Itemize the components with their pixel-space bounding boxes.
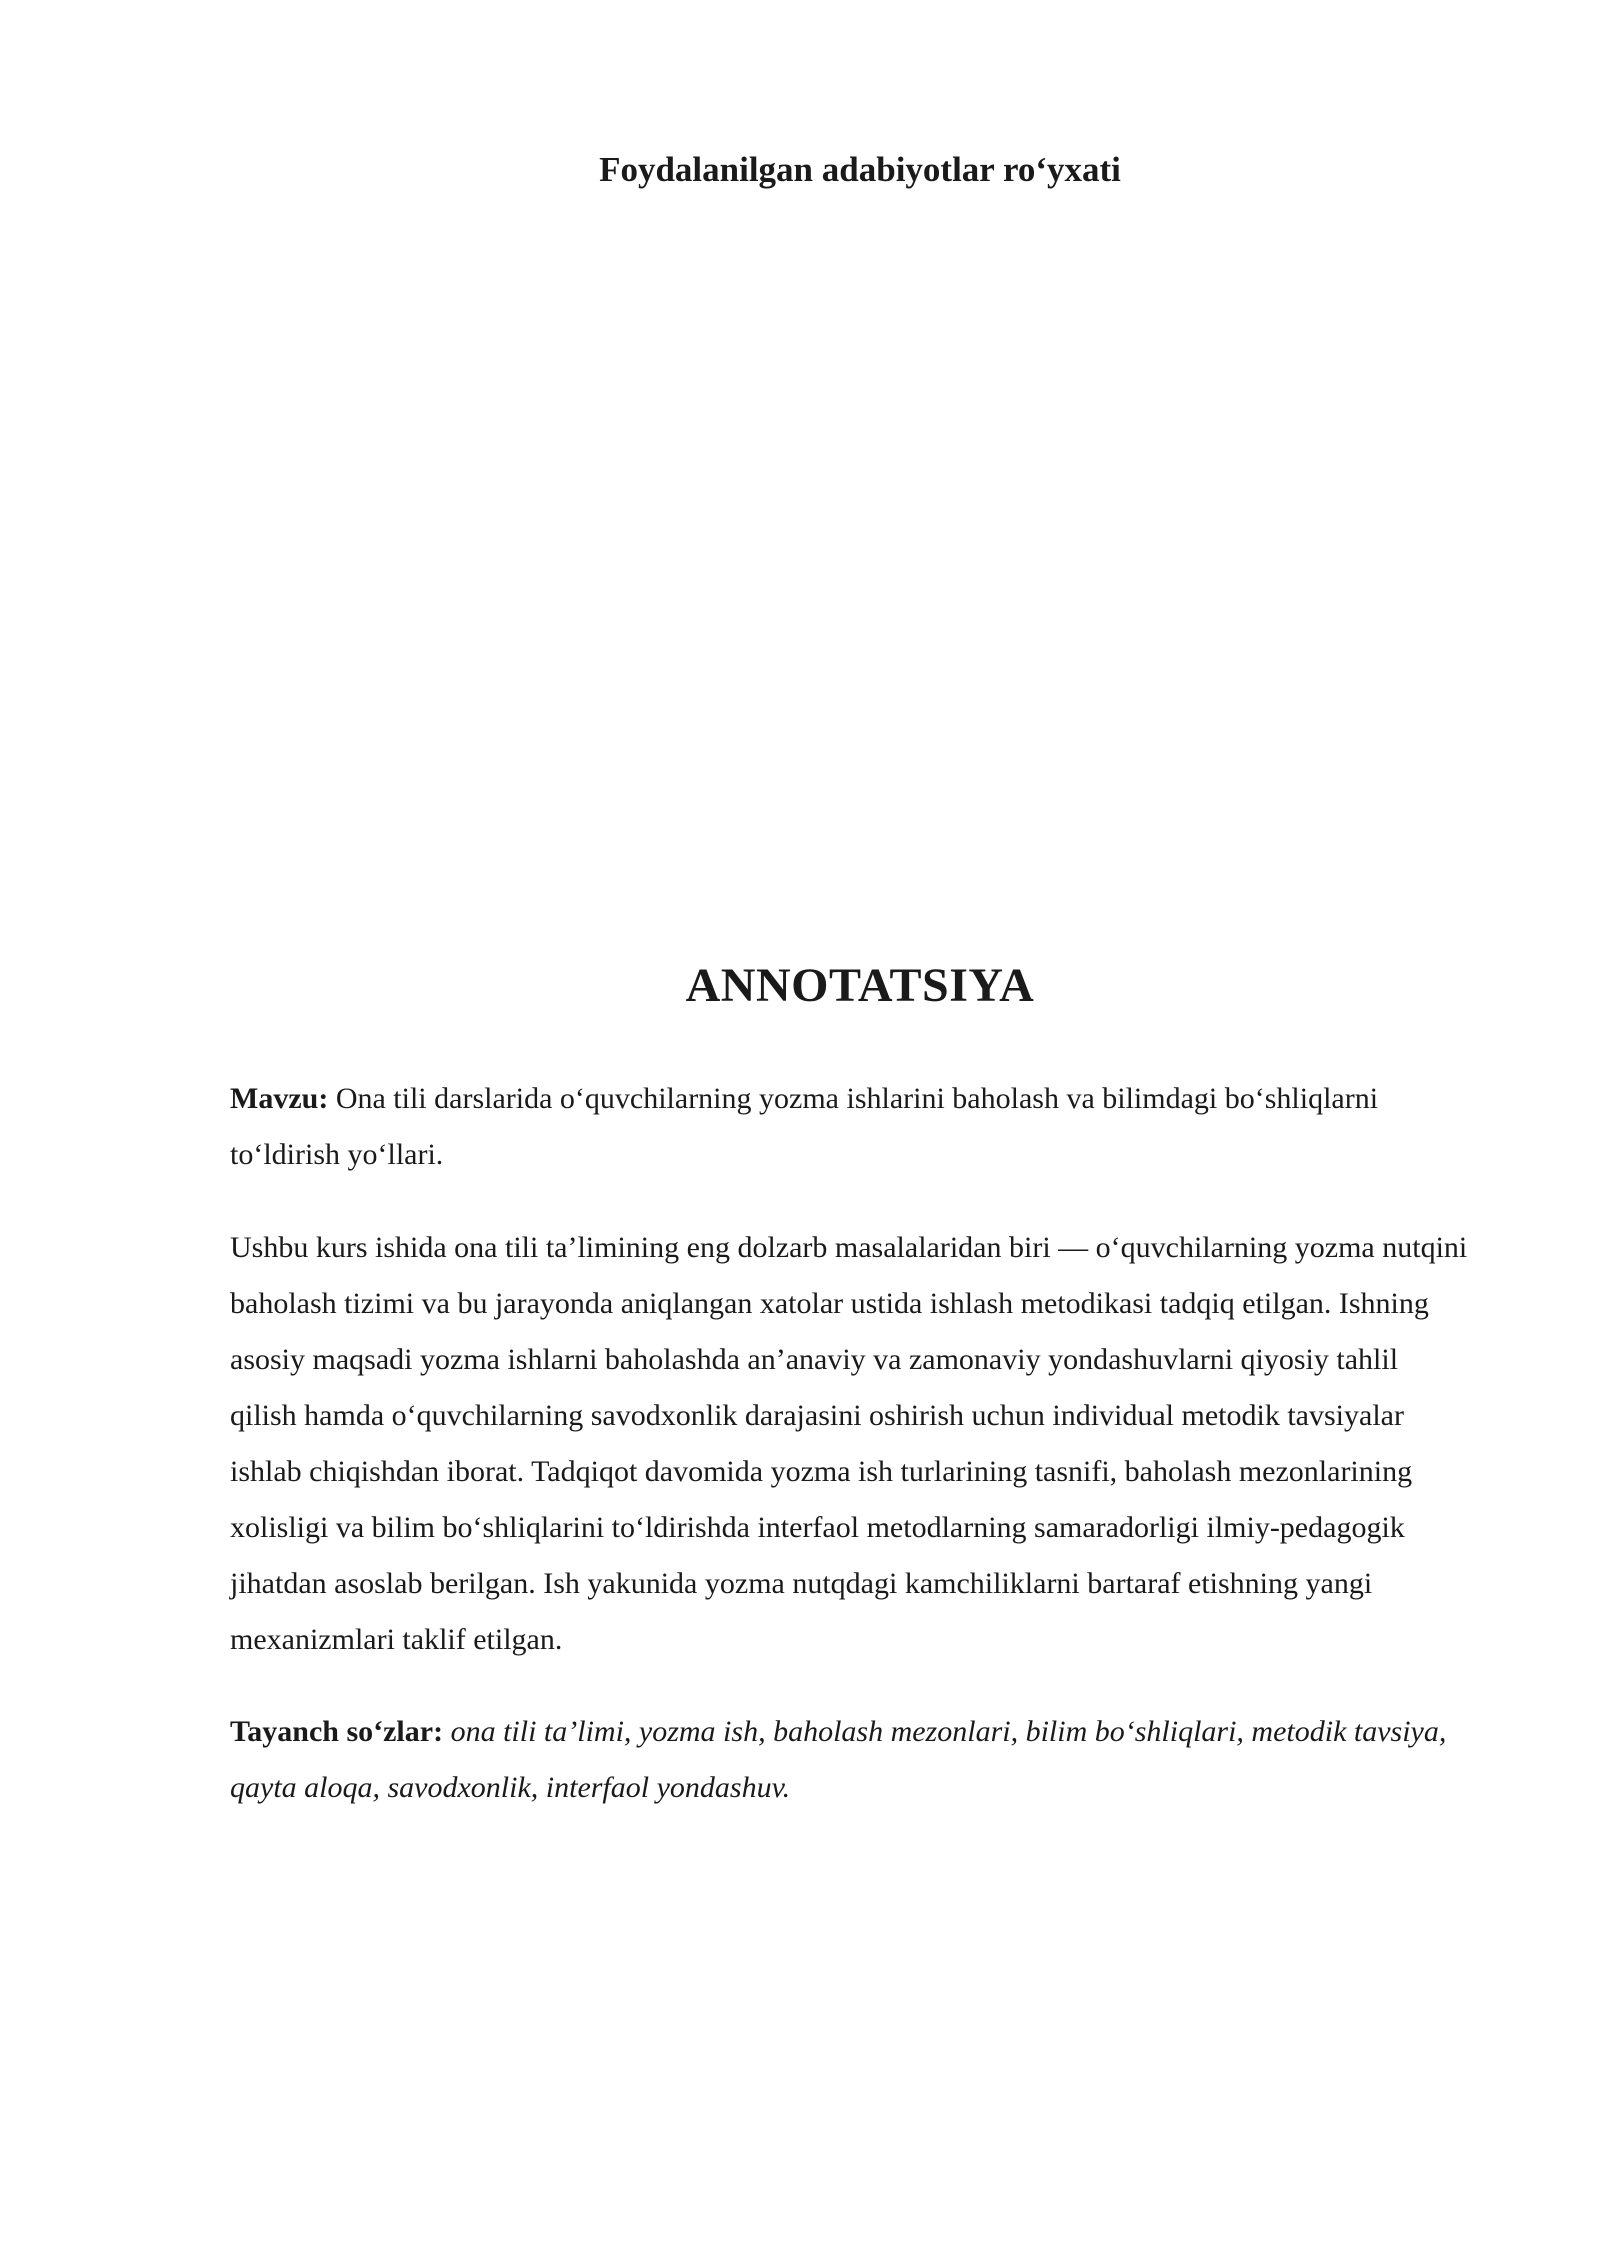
references-title: Foydalanilgan adabiyotlar ro‘yxati xyxy=(599,150,1121,189)
topic-paragraph xyxy=(230,1071,1470,1183)
keywords-label: Tayanch so‘zlar: xyxy=(230,1715,444,1748)
topic-label: Mavzu: xyxy=(230,1082,329,1115)
topic-text: Ona tili darslarida o‘quvchilarning yozma ishlarini baholash va bilimdagi bo‘shliqlarni to‘ldirish yo‘llari. xyxy=(230,1082,1379,1171)
annotation-body: Ushbu kurs ishida ona tili ta’limining eng dolzarb masalalaridan biri — o‘quvchilarning yozma nutqini baholash tizimi va bu jarayonda aniqlangan xatolar ustida ishlash metodikasi tadqiq etilgan. Ishning asosiy maqsadi yozma ishlarni baholashda an’anaviy va zamonaviy yondashuvlarni qiyosiy tahlil qilish hamda o‘quvchilarning savodxonlik darajasini oshirish uchun individual metodik tavsiyalar ishlab chiqishdan iborat. Tadqiqot davomida yozma ish turlarining tasnifi, baholash mezonlarining xolisligi va bilim bo‘shliqlarini to‘ldirishda interfaol metodlarning samaradorligi ilmiy-pedagogik jihatdan asoslab berilgan. Ish yakunida yozma nutqdagi kamchiliklarni bartaraf etishning yangi mexanizmlari taklif etilgan. xyxy=(230,1231,1468,1656)
keywords-paragraph xyxy=(230,1704,1470,1816)
keywords-text: ona tili ta’limi, yozma ish, baholash mezonlari, bilim bo‘shliqlari, metodik tavsiya, qayta aloqa, savodxonlik, interfaol yondashuv. xyxy=(230,1715,1447,1804)
annotation-title: ANNOTATSIYA xyxy=(685,959,1035,1012)
